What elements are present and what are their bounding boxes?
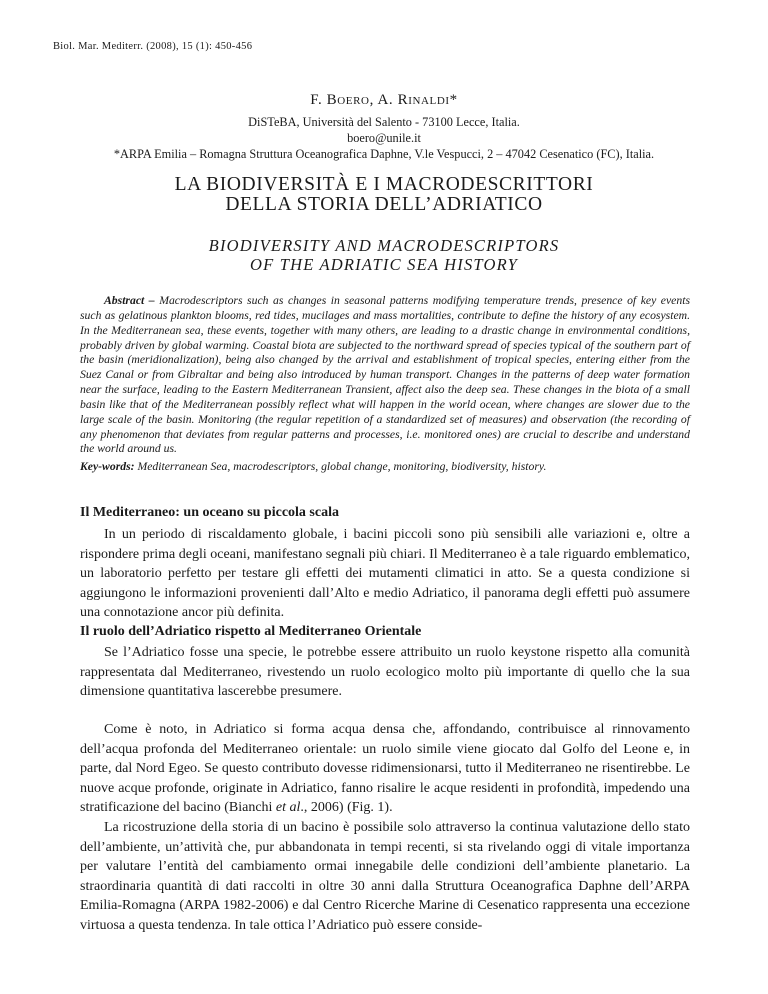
journal-reference: Biol. Mar. Mediterr. (2008), 15 (1): 450-456	[53, 41, 253, 52]
section-heading-1: Il Mediterraneo: un oceano su piccola scala	[80, 505, 339, 520]
title-italian-line-1: LA BIODIVERSITÀ E I MACRODESCRITTORI	[174, 174, 594, 195]
title-english	[0, 236, 768, 274]
citation-et-al: et al	[275, 800, 301, 815]
authors: F. Boero, A. Rinaldi*	[310, 92, 458, 108]
section-1-paragraph-1: In un periodo di riscaldamento globale, i bacini piccoli sono più sensibili alle variazioni e, oltre a rispondere prima degli oceani, manifestano segnali più chiari. Il Mediterraneo è a tale riguardo emblematico, un laboratorio perfetto per testare gli effetti dei mutamenti climatici in atto. Se a questa condizione si aggiungono le informazioni provenienti dall’Alto e medio Adriatico, il panorama degli effetti può assumere una connotazione ancor più definita.	[80, 527, 690, 620]
abstract	[80, 294, 690, 457]
section-2-paragraph-3: La ricostruzione della storia di un bacino è possibile solo attraverso la continua valutazione dello stato dell’ambiente, un’attività che, pur abbandonata in tempi recenti, si sta rivelando oggi di vitale importanza per valutare l’entità del cambiamento ormai innegabile delle condizioni dell’ambiente planetario. La straordinaria quantità di dati raccolti in oltre 30 anni dalla Struttura Oceanografica Daphne dell’ARPA Emilia-Romagna (ARPA 1982-2006) e dal Centro Ricerche Marine di Cesenatico rappresenta una eccezione virtuosa a questa tendenza. In tale ottica l’Adriatico può essere conside-	[80, 820, 690, 933]
keywords	[80, 460, 690, 473]
paragraph-text: ., 2006) (Fig. 1).	[300, 800, 393, 815]
section-heading-2: Il ruolo dell’Adriatico rispetto al Mediterraneo Orientale	[80, 624, 422, 639]
title-italian	[0, 175, 768, 215]
section-2-paragraph-1: Se l’Adriatico fosse una specie, le potrebbe essere attribuito un ruolo keystone rispetto alla comunità rappresentata dal Mediterraneo, rivestendo un ruolo ecologico molto più importante di quello che la sua dimensione quantitativa lascerebbe presumere.	[80, 645, 690, 699]
keywords-label: Key-words:	[80, 460, 135, 473]
title-english-line-2: OF THE ADRIATIC SEA HISTORY	[249, 255, 518, 274]
abstract-label: Abstract –	[104, 294, 155, 307]
paragraph-text: Come è noto, in Adriatico si forma acqua densa che, affondando, contribuisce al rinnovamento dell’acqua profonda del Mediterraneo orientale: un ruolo simile viene giocato dal Golfo del Leone e, in parte, dal Nord Egeo. Se questo contributo dovesse ridimensionarsi, tutto il Mediterraneo ne risentirebbe. Le nuove acque profonde, originate in Adriatico, fanno risalire le acque residenti in profondità, impedendo una stratificazione del bacino (Bianchi	[80, 722, 690, 815]
title-english-line-1: BIODIVERSITY AND MACRODESCRIPTORS	[208, 236, 560, 255]
section-2-paragraph-2	[80, 720, 690, 818]
abstract-text: Macrodescriptors such as changes in seasonal patterns modifying temperature trends, presence of key events such as gelatinous plankton blooms, red tides, mucilages and mass mortalities, contribute to define the history of any ecosystem. In the Mediterranean sea, these events, together with many others, are leading to a drastic change in environmental conditions, probably driven by global warming. Coastal biota are subjected to the northward spread of species typical of the southern part of the basin (meridionalization), being also changed by the arrival and establishment of tropical species, entering either from the Suez Canal or from Gibraltar and being also introduced by human transport. Changes in the patterns of deep water formation near the surface, leading to the Eastern Mediterranean Transient, affect also the deep sea. These changes in the biota of a small basin like that of the Mediterranean possibly reflect what will happen in the world ocean, where changes are slower due to the large scale of the basin. Monitoring (the regular repetition of a standardized set of measures) and observation (the recording of any phenomenon that deviates from regular patterns and processes, i.e. monitored ones) are crucial to describe and understand the world around us.	[80, 294, 691, 456]
affiliation-1: DiSTeBA, Università del Salento - 73100 Lecce, Italia.	[248, 115, 520, 129]
affiliation-2: *ARPA Emilia – Romagna Struttura Oceanografica Daphne, V.le Vespucci, 2 – 47042 Cesenatico (FC), Italia.	[113, 147, 655, 161]
author-email: boero@unile.it	[347, 131, 421, 145]
keywords-text: Mediterranean Sea, macrodescriptors, global change, monitoring, biodiversity, history.	[137, 460, 547, 473]
title-italian-line-2: DELLA STORIA DELL’ADRIATICO	[225, 194, 543, 215]
